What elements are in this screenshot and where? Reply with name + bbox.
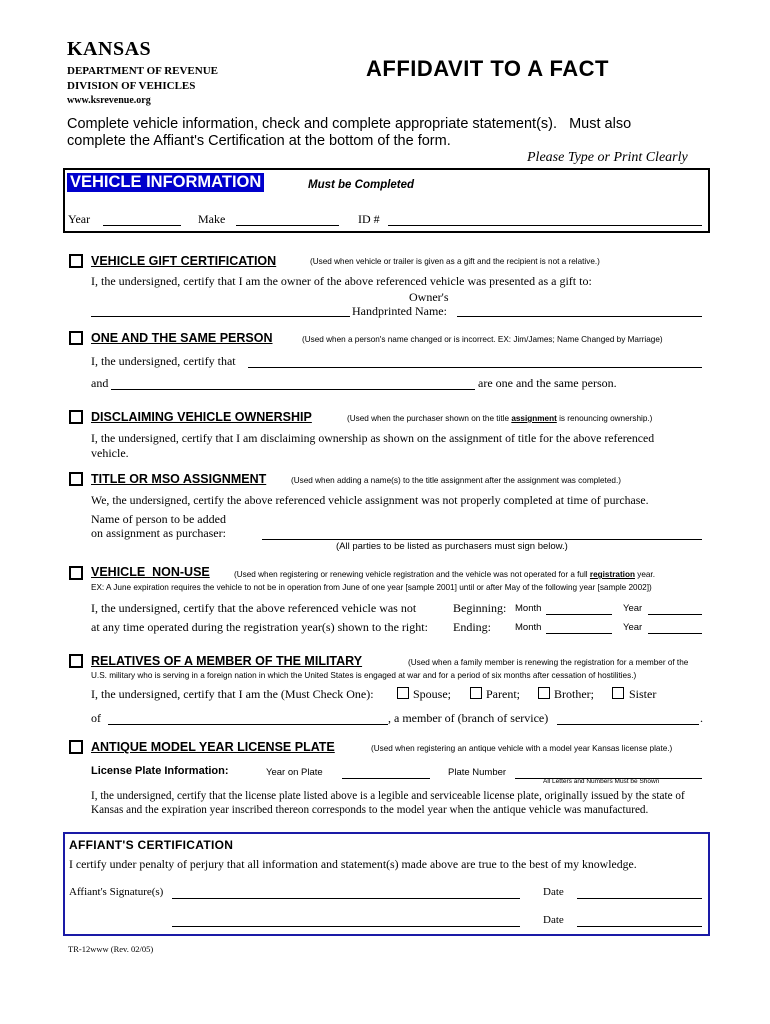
same-person-tail: are one and the same person.	[478, 376, 617, 390]
disclaim-text-1: I, the undersigned, certify that I am disclaiming ownership as shown on the assignment of title for the above referenced	[91, 431, 655, 445]
affiant-title: AFFIANT'S CERTIFICATION	[69, 838, 234, 852]
plate-info-label: License Plate Information:	[91, 765, 229, 777]
parties-note: (All parties to be listed as purchasers must sign below.)	[336, 541, 568, 552]
beginning-month-label: Month	[515, 603, 542, 614]
id-field[interactable]	[388, 225, 702, 226]
military-note: (Used when a family member is renewing the registration for a member of the	[408, 658, 689, 667]
year-field[interactable]	[103, 225, 181, 226]
disclaim-note-b: assignment	[511, 414, 557, 423]
branch-period: .	[700, 711, 703, 725]
ending-year-field[interactable]	[648, 633, 702, 634]
and-label: and	[91, 376, 109, 390]
disclaim-note-c: is renouncing ownership.)	[559, 414, 653, 423]
title-mso-note: (Used when adding a name(s) to the title assignment after the assignment was completed.)	[291, 476, 621, 485]
beginning-month-field[interactable]	[546, 614, 612, 615]
all-letters-note: All Letters and Numbers Must be Shown	[543, 778, 660, 785]
gift-title: VEHICLE GIFT CERTIFICATION	[91, 254, 277, 268]
gift-recipient-field[interactable]	[91, 316, 350, 317]
gift-checkbox[interactable]	[69, 254, 83, 268]
non-use-example: EX: A June expiration requires the vehicle to not be in operation from June of one year [sample 2001] until or after May of the following year [sample 2002])	[91, 583, 652, 592]
name-added-field[interactable]	[262, 539, 702, 540]
same-person-text: I, the undersigned, certify that	[91, 354, 236, 368]
non-use-checkbox[interactable]	[69, 566, 83, 580]
date-label-1: Date	[543, 886, 564, 898]
parent-label: Parent;	[486, 687, 520, 701]
same-person-checkbox[interactable]	[69, 331, 83, 345]
same-person-title: ONE AND THE SAME PERSON	[91, 331, 273, 345]
department-name: DEPARTMENT OF REVENUE	[67, 65, 218, 77]
ending-month-field[interactable]	[546, 633, 612, 634]
branch-field[interactable]	[557, 724, 699, 725]
agency-name: KANSAS	[67, 38, 152, 60]
military-checkbox[interactable]	[69, 654, 83, 668]
sister-label: Sister	[629, 687, 657, 701]
beginning-label: Beginning:	[453, 601, 507, 615]
military-text: I, the undersigned, certify that I am the (Must Check One):	[91, 687, 374, 701]
form-title: AFFIDAVIT TO A FACT	[366, 56, 609, 81]
year-on-plate-label: Year on Plate	[266, 767, 323, 778]
disclaim-note-a: (Used when the purchaser shown on the title	[347, 414, 510, 423]
owners-label: Owner's	[409, 290, 449, 304]
title-mso-title: TITLE OR MSO ASSIGNMENT	[91, 472, 267, 486]
non-use-note	[234, 570, 655, 579]
beginning-year-label: Year	[623, 603, 643, 614]
brother-label: Brother;	[554, 687, 594, 701]
antique-text-2: Kansas and the expiration year inscribed thereon corresponds to the model year when the antique vehicle was manufactured.	[91, 804, 649, 816]
non-use-title: VEHICLE NON-USE	[91, 565, 210, 579]
non-use-text-1: I, the undersigned, certify that the above referenced vehicle was not	[91, 601, 417, 615]
military-member-field[interactable]	[108, 724, 388, 725]
sister-checkbox[interactable]	[612, 687, 624, 699]
branch-label: , a member of (branch of service)	[388, 711, 549, 725]
year-on-plate-field[interactable]	[342, 778, 430, 779]
must-complete-note: Must be Completed	[308, 179, 415, 191]
year-label: Year	[68, 212, 91, 226]
make-field[interactable]	[236, 225, 339, 226]
disclaim-title: DISCLAIMING VEHICLE OWNERSHIP	[91, 410, 312, 424]
same-person-note: (Used when a person's name changed or is incorrect. EX: Jim/James; Name Changed by Marriage)	[302, 335, 663, 344]
disclaim-text-2: vehicle.	[91, 446, 129, 460]
handprinted-name-field[interactable]	[457, 316, 702, 317]
website-link[interactable]: www.ksrevenue.org	[67, 95, 151, 106]
antique-note: (Used when registering an antique vehicle with a model year Kansas license plate.)	[371, 744, 673, 753]
spouse-checkbox[interactable]	[397, 687, 409, 699]
disclaim-checkbox[interactable]	[69, 410, 83, 424]
signature-field-1[interactable]	[172, 898, 520, 899]
non-use-note-a: (Used when registering or renewing vehicle registration and the vehicle was not operated for a full	[234, 570, 588, 579]
form-id: TR-12www (Rev. 02/05)	[68, 944, 154, 954]
non-use-text-2: at any time operated during the registration year(s) shown to the right:	[91, 620, 428, 634]
id-label: ID #	[358, 212, 380, 226]
gift-note: (Used when vehicle or trailer is given as a gift and the recipient is not a relative.)	[310, 257, 600, 266]
gift-text: I, the undersigned, certify that I am the owner of the above referenced vehicle was presented as a gift to:	[91, 274, 592, 288]
military-note-2: U.S. military who is serving in a foreign nation in which the United States is engaged at war and for a period of six months after cessation of hostilities.)	[91, 671, 637, 680]
make-label: Make	[198, 212, 226, 226]
signature-label: Affiant's Signature(s)	[69, 886, 164, 898]
vehicle-info-title: VEHICLE INFORMATION	[67, 173, 264, 192]
title-mso-checkbox[interactable]	[69, 472, 83, 486]
ending-label: Ending:	[453, 620, 491, 634]
spouse-label: Spouse;	[413, 687, 452, 701]
brother-checkbox[interactable]	[538, 687, 550, 699]
non-use-note-c: year.	[637, 570, 655, 579]
ending-month-label: Month	[515, 622, 542, 633]
of-label: of	[91, 711, 101, 725]
plate-number-label: Plate Number	[448, 767, 507, 778]
non-use-note-b: registration	[589, 570, 635, 579]
affiant-text: I certify under penalty of perjury that all information and statement(s) made above are true to the best of my knowledge.	[69, 857, 637, 871]
ending-year-label: Year	[623, 622, 643, 633]
antique-title: ANTIQUE MODEL YEAR LICENSE PLATE	[91, 740, 335, 754]
handprinted-label: Handprinted Name:	[352, 304, 447, 318]
antique-text-1: I, the undersigned, certify that the license plate listed above is a legible and serviceable license plate, originally issued by the state of	[91, 790, 685, 802]
print-clearly-note: Please Type or Print Clearly	[527, 150, 688, 165]
intro-line-1: Complete vehicle information, check and complete appropriate statement(s). Must also	[67, 116, 632, 132]
beginning-year-field[interactable]	[648, 614, 702, 615]
intro-line-2: complete the Affiant's Certification at the bottom of the form.	[67, 133, 451, 149]
military-title: RELATIVES OF A MEMBER OF THE MILITARY	[91, 654, 363, 668]
division-name: DIVISION OF VEHICLES	[67, 80, 196, 92]
title-mso-text: We, the undersigned, certify the above referenced vehicle assignment was not properly completed at time of purchase.	[91, 493, 649, 507]
name-added-label-2: on assignment as purchaser:	[91, 526, 226, 540]
signature-field-2[interactable]	[172, 926, 520, 927]
date-field-2[interactable]	[577, 926, 702, 927]
parent-checkbox[interactable]	[470, 687, 482, 699]
antique-checkbox[interactable]	[69, 740, 83, 754]
same-person-name-2[interactable]	[111, 389, 475, 390]
disclaim-note	[347, 414, 652, 423]
same-person-name-1[interactable]	[248, 367, 702, 368]
date-field-1[interactable]	[577, 898, 702, 899]
name-added-label-1: Name of person to be added	[91, 512, 226, 526]
date-label-2: Date	[543, 914, 564, 926]
